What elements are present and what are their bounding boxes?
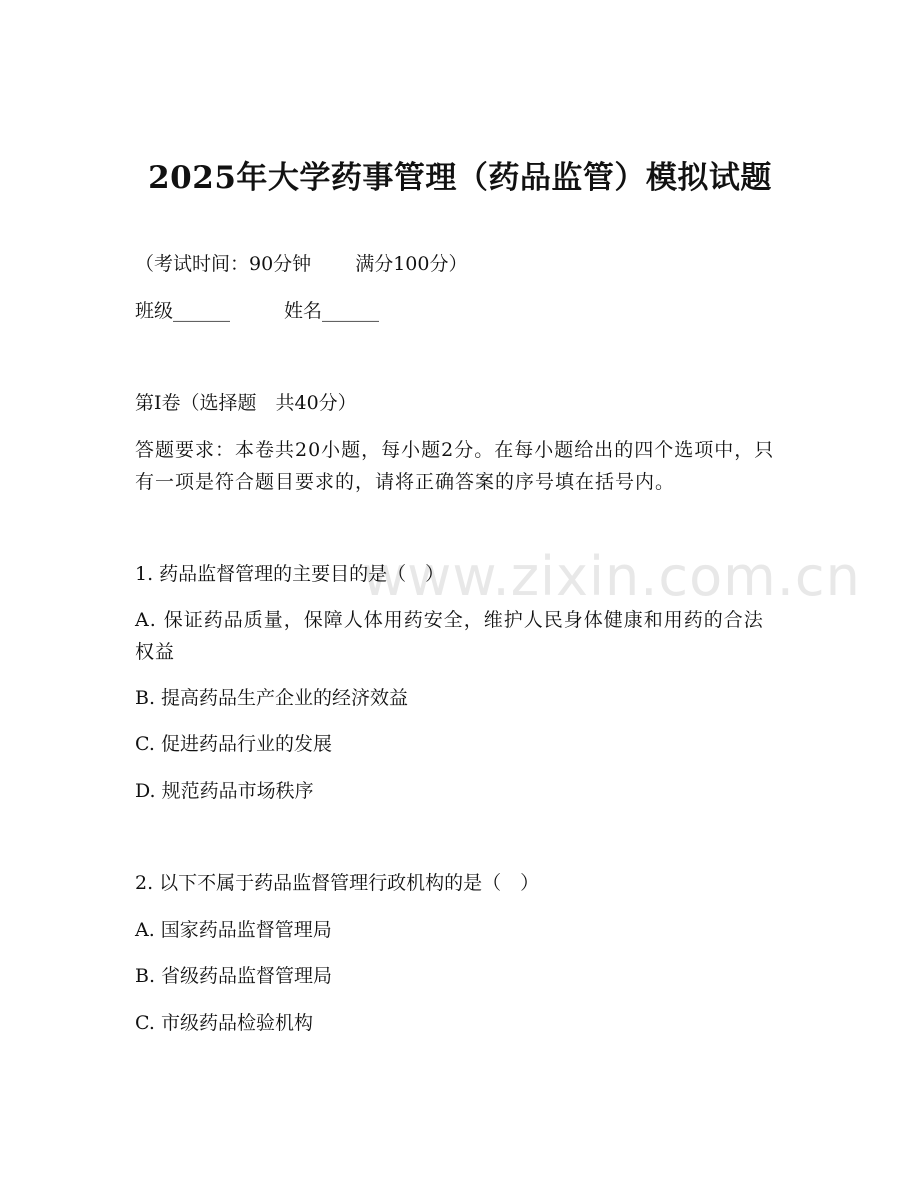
- exam-full-score: 满分100分）: [355, 253, 468, 275]
- watermark: www.zixin.com.cn: [362, 545, 861, 608]
- question-option: C. 促进药品行业的发展: [135, 733, 332, 755]
- student-fields: [135, 295, 379, 327]
- question-stem: 2. 以下不属于药品监督管理行政机构的是（ ）: [135, 872, 540, 894]
- name-field: 姓名______: [284, 300, 380, 322]
- question-option: B. 提高药品生产企业的经济效益: [135, 687, 409, 709]
- question-option: C. 市级药品检验机构: [135, 1012, 313, 1034]
- exam-info: [135, 248, 467, 280]
- class-field: 班级______: [135, 300, 231, 322]
- document-title: 2025年大学药事管理（药品监管）模拟试题: [148, 160, 772, 196]
- exam-time: （考试时间：90分钟: [135, 253, 312, 275]
- question-option: B. 省级药品监督管理局: [135, 965, 333, 987]
- question-stem: 1. 药品监督管理的主要目的是（ ）: [135, 563, 445, 585]
- section-heading: 第Ⅰ卷（选择题 共40分）: [135, 392, 357, 414]
- section-instructions: 答题要求：本卷共20小题，每小题2分。在每小题给出的四个选项中，只有一项是符合题目要求的，请将正确答案的序号填在括号内。: [135, 439, 775, 493]
- question-option: A. 国家药品监督管理局: [135, 919, 332, 941]
- question-option: A. 保证药品质量，保障人体用药安全，维护人民身体健康和用药的合法权益: [135, 609, 764, 663]
- question-option: D. 规范药品市场秩序: [135, 780, 314, 802]
